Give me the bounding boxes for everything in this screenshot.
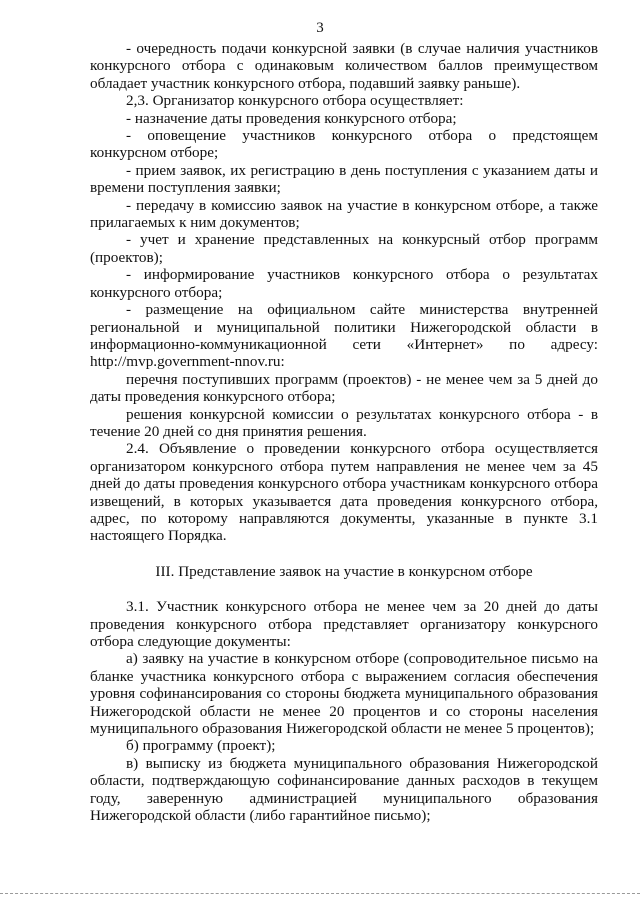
scan-bottom-edge (0, 893, 640, 894)
page-number: 3 (316, 20, 324, 36)
paragraph-commission-decision: решения конкурсной комиссии о результатах конкурсного отбора - в течение 20 дней со дня принятия решения. (90, 405, 598, 440)
paragraph-3-1-participant: 3.1. Участник конкурсного отбора не менее чем за 20 дней до даты проведения конкурсного отбора представляет организатору конкурсного отбора следующие документы: (90, 598, 598, 650)
paragraph-item-b: б) программу (проект); (126, 737, 276, 755)
paragraph-transfer-to-commission: - передачу в комиссию заявок на участие в конкурсном отборе, а также прилагаемых к ним документов; (90, 196, 598, 232)
paragraph-submitted-programs-list: перечня поступивших программ (проектов) - не менее чем за 5 дней до даты проведения конкурсного отбора; (90, 370, 598, 406)
paragraph-website-publication: - размещение на официальном сайте министерства внутренней региональной и муниципальной политики Нижегородской области в информационно-коммуникационной сети «Интернет» по адресу: http://mvp.government-nnov.ru: (90, 301, 598, 371)
paragraph-2-4-announcement: 2.4. Объявление о проведении конкурсного отбора осуществляется организатором конкурсного отбора путем направления не менее чем за 45 дней до даты проведения конкурсного отбора участникам конкурсного отбора извещений, в которых указывается дата проведения конкурсного отбора, адрес, по которому направляются документы, указанные в пункте 3.1 настоящего Порядка. (90, 440, 598, 545)
section-heading: III. Представление заявок на участие в конкурсном отборе (155, 562, 533, 580)
document-body (90, 40, 598, 824)
paragraph-2-3-organizer: 2,3. Организатор конкурсного отбора осуществляет: (126, 92, 464, 110)
paragraph-storage: - учет и хранение представленных на конкурсный отбор программ (проектов); (90, 231, 598, 266)
paragraph-item-a: а) заявку на участие в конкурсном отборе (сопроводительное письмо на бланке участника конкурсного отбора с выражением согласия обеспечения уровня софинансирования со стороны бюджета муниципального образования Нижегородской области не менее 20 процентов и со стороны населения муниципального образования Нижегородской области не менее 5 процентов); (90, 650, 598, 738)
paragraph-item-c: в) выписку из бюджета муниципального образования Нижегородской области, подтверждающую софинансирование данных расходов в текущем году, заверенную администрацией муниципального образования Нижегородской области (либо гарантийное письмо); (90, 754, 598, 825)
paragraph-notification: - оповещение участников конкурсного отбора о предстоящем конкурсном отборе; (90, 127, 598, 162)
paragraph-date-assignment: - назначение даты проведения конкурсного отбора; (126, 109, 457, 127)
paragraph-application-receipt: - прием заявок, их регистрацию в день поступления с указанием даты и времени поступления заявки; (90, 161, 598, 197)
paragraph-priority-order: - очередность подачи конкурсной заявки (в случае наличия участников конкурсного отбора с одинаковым количеством баллов преимуществом обладает участник конкурсного отбора, подавший заявку раньше). (90, 40, 598, 92)
paragraph-informing: - информирование участников конкурсного отбора о результатах конкурсного отбора; (90, 266, 598, 301)
